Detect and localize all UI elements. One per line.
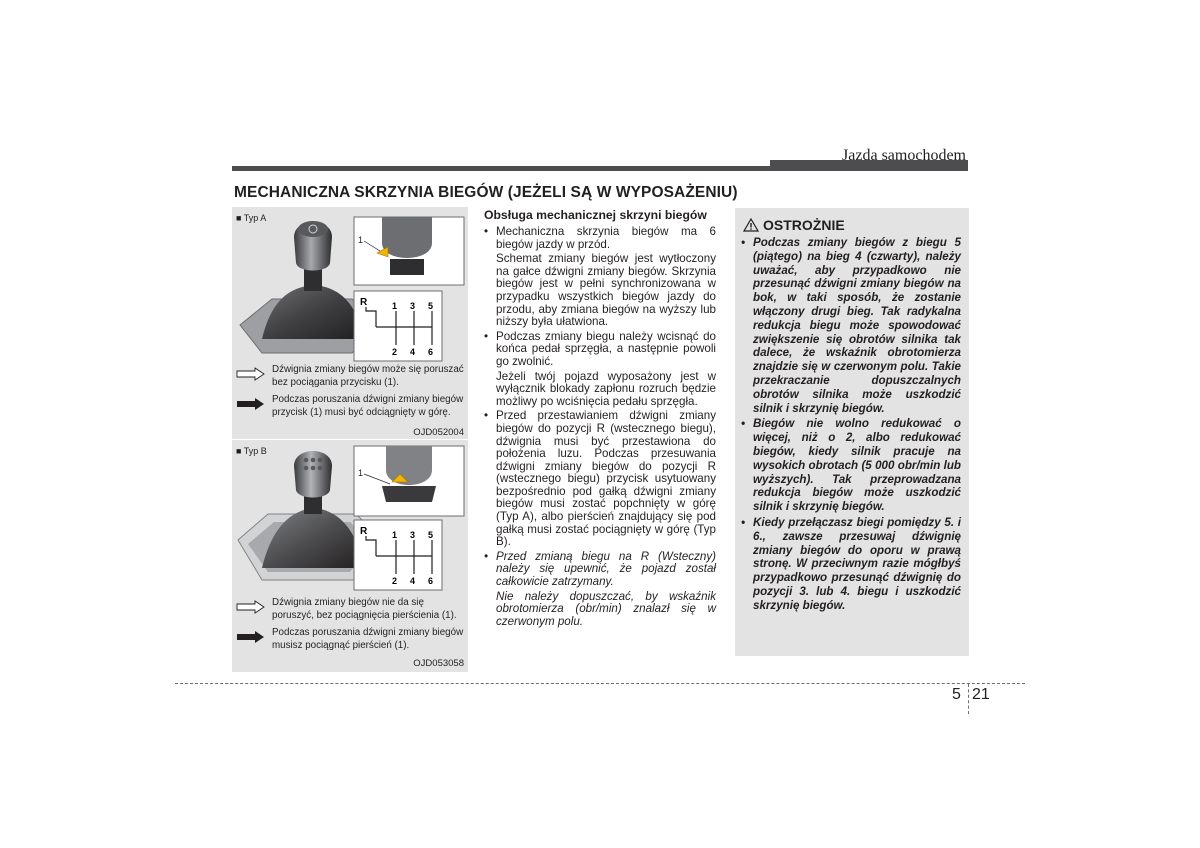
solid-arrow-icon [236, 397, 266, 411]
note-text: Dźwignia zmiany biegów może się poruszać bez pociągania przycisku (1). [272, 364, 464, 389]
caution-box [735, 208, 969, 656]
page-number: 21 [972, 686, 990, 703]
section-label: Jazda samochodem [842, 147, 966, 164]
bullet-item: • Mechaniczna skrzynia biegów ma 6 biegów jazdy w przód. [484, 225, 716, 251]
gear-6-label: 6 [428, 347, 434, 357]
outline-arrow-icon [236, 600, 266, 614]
gear-4-label: 4 [410, 576, 416, 586]
gear-5-label: 5 [428, 530, 434, 540]
note-text: Podczas poruszania dźwigni zmiany biegów musisz pociągnąć pierścień (1). [272, 627, 464, 652]
gear-4-label: 4 [410, 347, 416, 357]
gear-3-label: 3 [410, 301, 416, 311]
gear-1-label: 1 [392, 530, 398, 540]
caution-header [743, 217, 845, 233]
chapter-number: 5 [952, 686, 961, 703]
caution-item: • Kiedy przełączasz biegi pomiędzy 5. i 6., zawsze przesuwaj dźwignię zmiany biegów do oporu w prawą stronę. W przeciwnym razie mógłbyś przypadkowo przesunąć dźwignię do pozycji 3. lub 4. biegu i uszkodzić skrzynię biegów. [741, 515, 961, 612]
callout-number: 1 [358, 235, 364, 245]
note-outline-arrow [236, 363, 464, 390]
note-solid-arrow [236, 626, 464, 653]
bullet-continuation: Schemat zmiany biegów jest wytłoczony na gałce dźwigni zmiany biegów. Skrzynia biegów jest w pełni synchronizowana w przypadku wszystkich biegów jazdy do przodu, aby zmiana biegów na wyższy lub niższy była ułatwiona. [496, 252, 716, 329]
solid-arrow-icon [236, 630, 266, 644]
figure-type-b [232, 440, 468, 672]
figure-type-label: ■ Typ B [236, 446, 267, 456]
note-outline-arrow [236, 596, 464, 623]
operation-column [484, 208, 716, 628]
gear-1-label: 1 [392, 301, 398, 311]
gear-3-label: 3 [410, 530, 416, 540]
gear-6-label: 6 [428, 576, 434, 586]
header-rule [232, 166, 968, 171]
gear-5-label: 5 [428, 301, 434, 311]
footer-divider [968, 684, 969, 714]
note-text: Podczas poruszania dźwigni zmiany biegów przycisk (1) musi być odciągnięty w górę. [272, 394, 464, 419]
gear-2-label: 2 [392, 576, 398, 586]
knob-top [298, 221, 328, 237]
figure-type-label: ■ Typ A [236, 213, 267, 223]
figure-code: OJD052004 [413, 427, 464, 438]
bullet-continuation: Nie należy dopuszczać, by wskaźnik obrotomierza (obr/min) znalazł się w czerwonym polu. [496, 589, 716, 628]
warning-triangle-icon [743, 218, 759, 232]
figure-code: OJD053058 [413, 658, 464, 669]
bullet-item: • Podczas zmiany biegu należy wcisnąć do końca pedał sprzęgła, a następnie powoli go zwolnić. [484, 329, 716, 368]
footer-rule [175, 683, 1025, 684]
bullet-item: • Przed zmianą biegu na R (Wsteczny) należy się upewnić, że pojazd został całkowicie zatrzymany. [484, 549, 716, 589]
figure-type-a [232, 207, 468, 439]
gear-lever-illustration-b [232, 440, 468, 600]
caution-list [741, 236, 961, 613]
gear-r-label: R [360, 526, 368, 537]
callout-number: 1 [358, 468, 364, 478]
gear-lever-illustration-a [232, 207, 468, 367]
gear-2-label: 2 [392, 347, 398, 357]
gear-r-label: R [360, 297, 368, 308]
caution-title: OSTROŻNIE [763, 217, 845, 233]
note-text: Dźwignia zmiany biegów nie da się poruszyć, bez pociągnięcia pierścienia (1). [272, 597, 457, 622]
bullet-item: • Przed przestawianiem dźwigni zmiany biegów do pozycji R (wstecznego biegu), dźwignia musi być przestawiona do położenia luzu. Podczas przesuwania dźwigni zmiany biegów do pozycji R (wstecznego biegu) przycisk usytuowany bezpośrednio pod gałką dźwigni zmiany biegów musi zostać popchnięty w górę (Typ A), albo pierścień znajdujący się pod gałką musi zostać pociągnięty w górę (Typ B). [484, 409, 716, 549]
caution-item: • Podczas zmiany biegów z biegu 5 (piątego) na bieg 4 (czwarty), należy uważać, aby przypadkowo nie przesunąć dźwigni zmiany biegów na bok, w taki sposób, że zostanie włączony drugi bieg. Tak radykalna redukcja biegu może spowodować zwiększenie się obrotów silnika tak dalece, że wskaźnik obrotomierza znajdzie się w czerwonym polu. Takie przekraczanie dopuszczalnych obrotów silnika może uszkodzić silnik i skrzynię biegów. [741, 236, 961, 415]
outline-arrow-icon [236, 367, 266, 381]
bullet-continuation: Jeżeli twój pojazd wyposażony jest w wyłącznik blokady zapłonu rozruch będzie możliwy po wciśnięcia pedału sprzęgła. [496, 369, 716, 408]
page-title: MECHANICZNA SKRZYNIA BIEGÓW (JEŻELI SĄ W WYPOSAŻENIU) [234, 184, 738, 201]
caution-item: • Biegów nie wolno redukować o więcej, niż o 2, albo redukować biegów, kiedy silnik pracuje na wysokich obrotach (5 000 obr/min lub wyższych). Tak przeprowadzana redukcja biegów może uszkodzić silnik i skrzynię biegów. [741, 417, 961, 514]
note-solid-arrow [236, 393, 464, 420]
operation-title: Obsługa mechanicznej skrzyni biegów [484, 208, 707, 222]
